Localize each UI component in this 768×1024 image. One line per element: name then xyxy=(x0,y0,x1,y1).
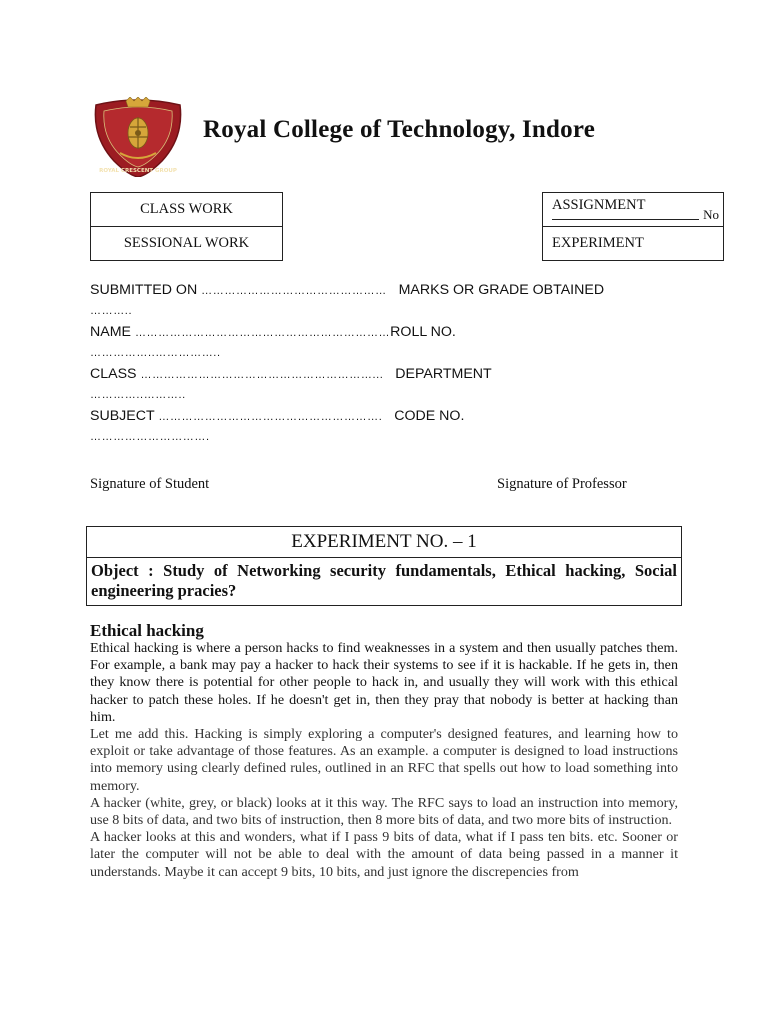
experiment-option[interactable]: EXPERIMENT xyxy=(543,227,724,261)
number-label: No xyxy=(703,207,719,222)
task-type-box xyxy=(542,192,724,261)
college-title: Royal College of Technology, Indore xyxy=(203,116,595,143)
assignment-label: ASSIGNMENT xyxy=(552,197,646,213)
class-label: CLASS xyxy=(90,366,137,382)
experiment-header-table xyxy=(86,526,682,606)
subject-row xyxy=(90,408,464,424)
section-heading: Ethical hacking xyxy=(90,621,204,640)
department-field-row xyxy=(90,386,186,402)
signature-professor-label: Signature of Professor xyxy=(497,476,627,492)
department-field[interactable]: …………..……….. xyxy=(90,389,186,401)
body-paragraph: Let me add this. Hacking is simply exploring a computer's designed features, and learning how to exploit or take advantage of those features. As an example. a computer is designed to load instructions into memory using clearly defined rules, outlined in an RFC that spells out how to load something into memory. xyxy=(90,726,678,794)
sessional-work-option[interactable]: SESSIONAL WORK xyxy=(91,227,283,261)
subject-label: SUBJECT xyxy=(90,408,155,424)
assignment-option[interactable] xyxy=(543,193,724,227)
body-paragraph: A hacker (white, grey, or black) looks at it this way. The RFC says to load an instruction into memory, use 8 bits of data, and two bits of instruction, then 8 more bits of data, and two more bits of instruction. xyxy=(90,794,678,829)
submitted-on-row xyxy=(90,282,604,298)
class-field[interactable]: ……………………………………………………... xyxy=(140,369,384,381)
name-label: NAME xyxy=(90,324,131,340)
assignment-number-line xyxy=(552,219,699,220)
signature-student-label: Signature of Student xyxy=(90,476,210,492)
marks-label: MARKS OR GRADE OBTAINED xyxy=(398,282,605,298)
roll-field-row xyxy=(90,344,221,360)
name-row xyxy=(90,324,456,340)
college-crest-logo xyxy=(90,97,186,177)
class-row xyxy=(90,366,492,382)
code-field-row xyxy=(90,428,210,444)
body-paragraph: Ethical hacking is where a person hacks to find weaknesses in a system and then usually patches them. For example, a bank may pay a hacker to hack their systems to see if it is hackable. If he gets in, then they know there is potential for other people to hack in, and usually they will work with this ethical hacker to patch these holes. If he doesn't get in, then they pray that nobody is better at hacking than him. xyxy=(90,640,678,725)
logo-motto-text: ROYAL CRESCENT GROUP xyxy=(99,168,177,174)
code-no-field[interactable]: …………………………. xyxy=(90,431,210,443)
section-body xyxy=(90,640,678,881)
department-label: DEPARTMENT xyxy=(395,366,492,382)
marks-field-row xyxy=(90,302,132,318)
name-field[interactable]: ………………………………………………………… xyxy=(134,327,391,339)
submitted-on-label: SUBMITTED ON xyxy=(90,282,198,298)
roll-no-label: ROLL NO. xyxy=(390,324,456,340)
body-paragraph: A hacker looks at this and wonders, what if I pass 9 bits of data, what if I pass ten bits. etc. Sooner or later the computer will not be able to deal with the amount of data being passed in a manner it understands. Maybe it can accept 9 bits, 10 bits, and just ignore the discrepencies from xyxy=(90,829,678,880)
class-work-option[interactable]: CLASS WORK xyxy=(91,193,283,227)
work-type-box xyxy=(90,192,283,261)
marks-field[interactable]: ……….. xyxy=(90,305,133,317)
submitted-on-field[interactable]: ………………………………………… xyxy=(201,285,387,297)
experiment-title: EXPERIMENT NO. – 1 xyxy=(87,527,682,558)
code-no-label: CODE NO. xyxy=(394,408,465,424)
experiment-object: Object : Study of Networking security fundamentals, Ethical hacking, Social engineering pracies? xyxy=(87,558,682,606)
roll-no-field[interactable]: ……………..…………….. xyxy=(90,347,221,359)
subject-field[interactable]: …………………………………………………. xyxy=(158,411,383,423)
